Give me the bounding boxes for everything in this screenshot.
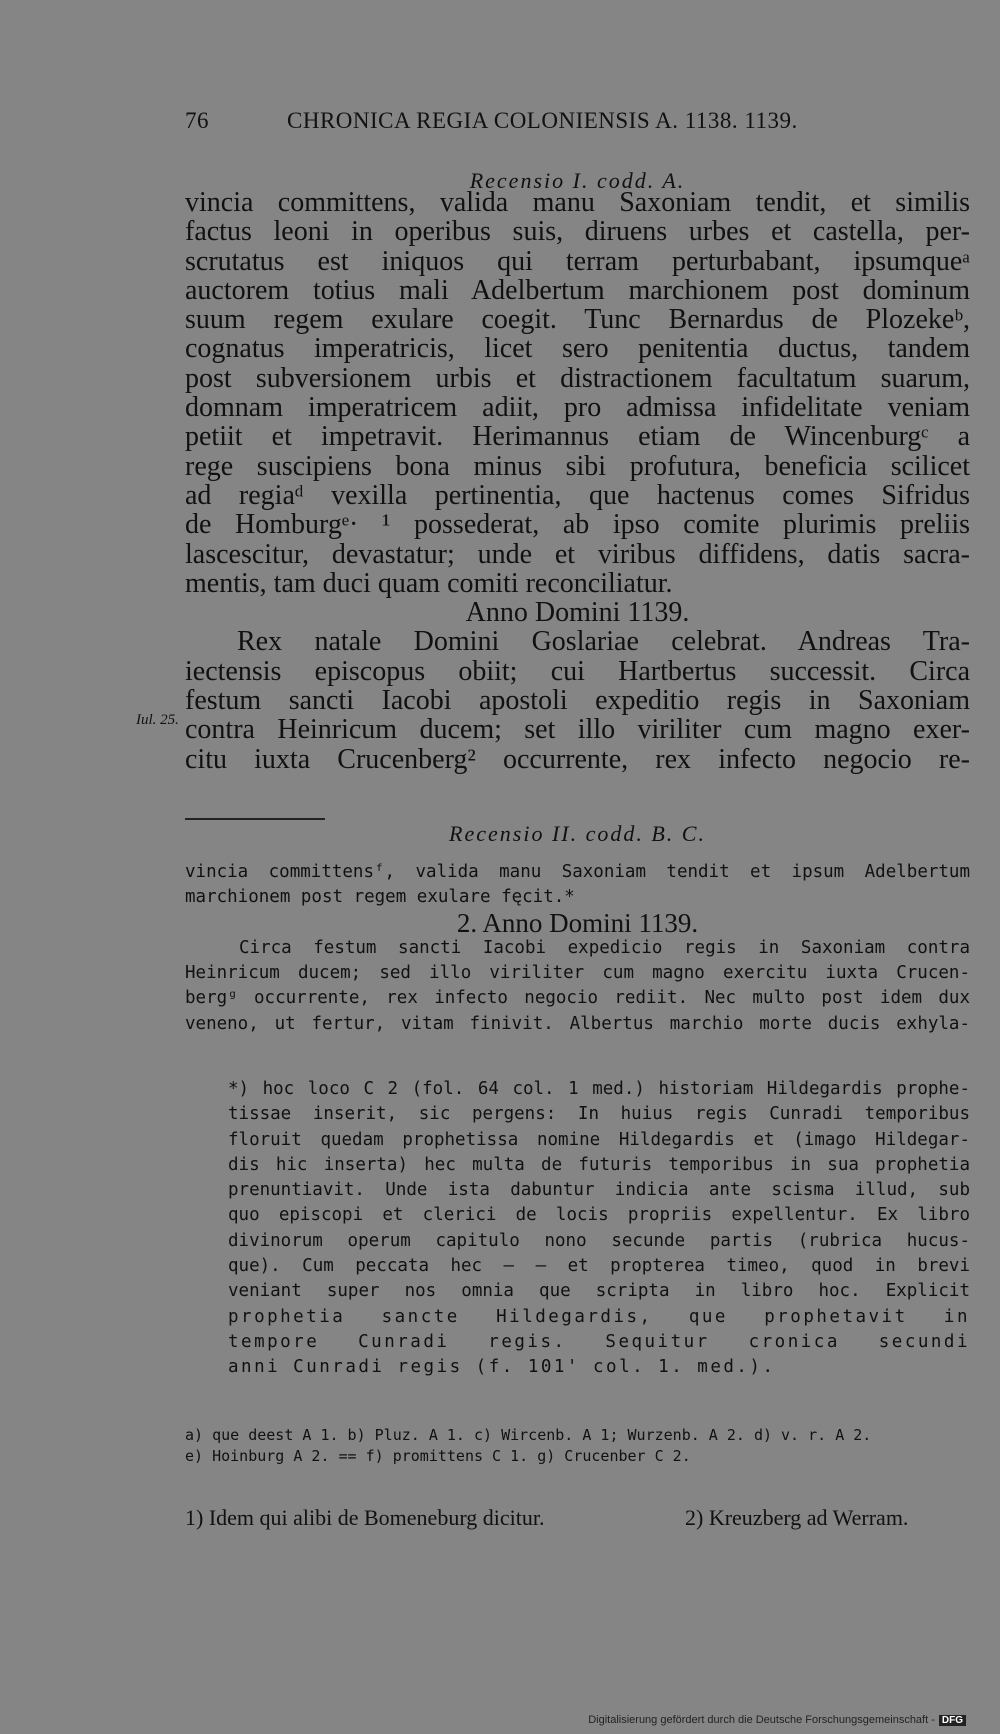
- year-heading: 2. Anno Domini 1139.: [456, 907, 699, 938]
- margin-date: Iul. 25.: [136, 712, 179, 728]
- digitization-credit: [588, 1714, 966, 1726]
- text-line: festum sancti Iacobi apostoli expeditio regis in Saxoniam: [185, 685, 970, 717]
- text-line: bergᵍ occurrente, rex infecto negocio rediit. Nec multo post idem dux: [185, 988, 970, 1009]
- text-line: Circa festum sancti Iacobi expedicio regis in Saxoniam contra: [239, 937, 970, 958]
- text-line: auctorem totius mali Adelbertum marchionem post dominum: [185, 274, 970, 306]
- text-line: veneno, ut fertur, vitam finivit. Albertus marchio morte ducis exhyla-: [185, 1013, 970, 1034]
- section-rule: [185, 818, 325, 820]
- text-line: vincia committensᶠ, valida manu Saxoniam tendit et ipsum Adelbertum: [185, 862, 970, 882]
- text-line: Rex natale Domini Goslariae celebrat. Andreas Tra-: [237, 626, 970, 658]
- note-line: *) hoc loco C 2 (fol. 64 col. 1 med.) historiam Hildegardis prophe-: [228, 1079, 970, 1099]
- apparatus-line: e) Hoinburg A 2. == f) promittens C 1. g) Crucenber C 2.: [185, 1447, 691, 1465]
- text-line: domnam imperatricem adiit, pro admissa infidelitate veniam: [185, 392, 970, 424]
- text-line: mentis, tam duci quam comiti reconciliatur.: [185, 567, 673, 599]
- year-heading: Anno Domini 1139.: [465, 597, 690, 629]
- text-line: contra Heinricum ducem; set illo viriliter cum magno exer-: [185, 714, 970, 746]
- note-line: tempore Cunradi regis. Sequitur cronica secundi: [228, 1331, 970, 1352]
- text-line: post subversionem urbis et distractionem facultatum suarum,: [185, 362, 970, 394]
- text-line: iectensis episcopus obiit; cui Hartbertus successit. Circa: [185, 655, 970, 687]
- text-line: petiit et impetravit. Herimannus etiam de Wincenburgᶜ a: [185, 421, 970, 453]
- note-line: divinorum operum capitulo nono secunde partis (rubrica hucus-: [228, 1230, 970, 1251]
- text-line: lascescitur, devastatur; unde et viribus diffidens, datis sacra-: [185, 538, 970, 570]
- apparatus-line: a) que deest A 1. b) Pluz. A 1. c) Wircenb. A 1; Wurzenb. A 2. d) v. r. A 2.: [185, 1426, 872, 1444]
- text-line: marchionem post regem exulare fęcit.*: [185, 887, 575, 908]
- text-line: ad regiaᵈ vexilla pertinentia, que hactenus comes Sifridus: [185, 479, 970, 511]
- recension-2-heading: Recensio II. codd. B. C.: [449, 821, 706, 846]
- note-line: prophetia sancte Hildegardis, que prophetavit in: [228, 1306, 970, 1327]
- note-line: veniant super nos omnia que scripta in libro hoc. Explicit: [228, 1281, 970, 1302]
- recension-1-heading: Recensio I. codd. A.: [469, 168, 686, 193]
- recension-2-text: [185, 860, 970, 1037]
- note-line: dis hic inserta) hec multa de futuris temporibus in sua prophetia: [228, 1154, 970, 1175]
- text-line: de Homburgᵉ· ¹ possederat, ab ipso comite plurimis preliis: [185, 509, 970, 541]
- running-title: CHRONICA REGIA COLONIENSIS A. 1138. 1139.: [287, 108, 798, 133]
- note-line: prenuntiavit. Unde ista dabuntur indicia ante scisma illud, sub: [228, 1180, 970, 1201]
- star-note: [228, 1077, 970, 1381]
- critical-apparatus: [185, 1425, 970, 1467]
- footnote-2: 2) Kreuzberg ad Werram.: [685, 1505, 909, 1530]
- note-line: que). Cum peccata hec — — et propterea timeo, quod in brevi: [228, 1256, 970, 1277]
- dfg-logo: DFG: [939, 1715, 966, 1726]
- note-line: anni Cunradi regis (f. 101' col. 1. med.).: [228, 1357, 776, 1378]
- text-line: Heinricum ducem; sed illo viriliter cum magno exercitu iuxta Crucen-: [185, 963, 970, 984]
- text-line: suum regem exulare coegit. Tunc Bernardus de Plozekeᵇ,: [185, 304, 970, 336]
- footnote-1: 1) Idem qui alibi de Bomeneburg dicitur.: [185, 1505, 545, 1530]
- text-line: cognatus imperatricis, licet sero penitentia ductus, tandem: [185, 333, 970, 365]
- text-line: factus leoni in operibus suis, diruens urbes et castella, per-: [185, 216, 970, 248]
- recension-1-text: [185, 188, 970, 774]
- text-line: rege suscipiens bona minus sibi profutura, beneficia scilicet: [185, 450, 970, 482]
- text-line: citu iuxta Crucenberg² occurrente, rex infecto negocio re-: [185, 743, 970, 775]
- digitization-text: Digitalisierung gefördert durch die Deutsche Forschungsgemeinschaft -: [588, 1714, 935, 1726]
- note-line: tissae inserit, sic pergens: In huius regis Cunradi temporibus: [228, 1104, 970, 1125]
- text-line: vincia committens, valida manu Saxoniam tendit, et similis: [185, 187, 970, 218]
- text-line: scrutatus est iniquos qui terram perturbabant, ipsumqueᵃ: [185, 245, 970, 277]
- note-line: floruit quedam prophetissa nomine Hildegardis et (imago Hildegar-: [228, 1129, 970, 1150]
- note-line: quo episcopi et clerici de locis propriis expellentur. Ex libro: [228, 1205, 970, 1226]
- page-number: 76: [185, 108, 209, 133]
